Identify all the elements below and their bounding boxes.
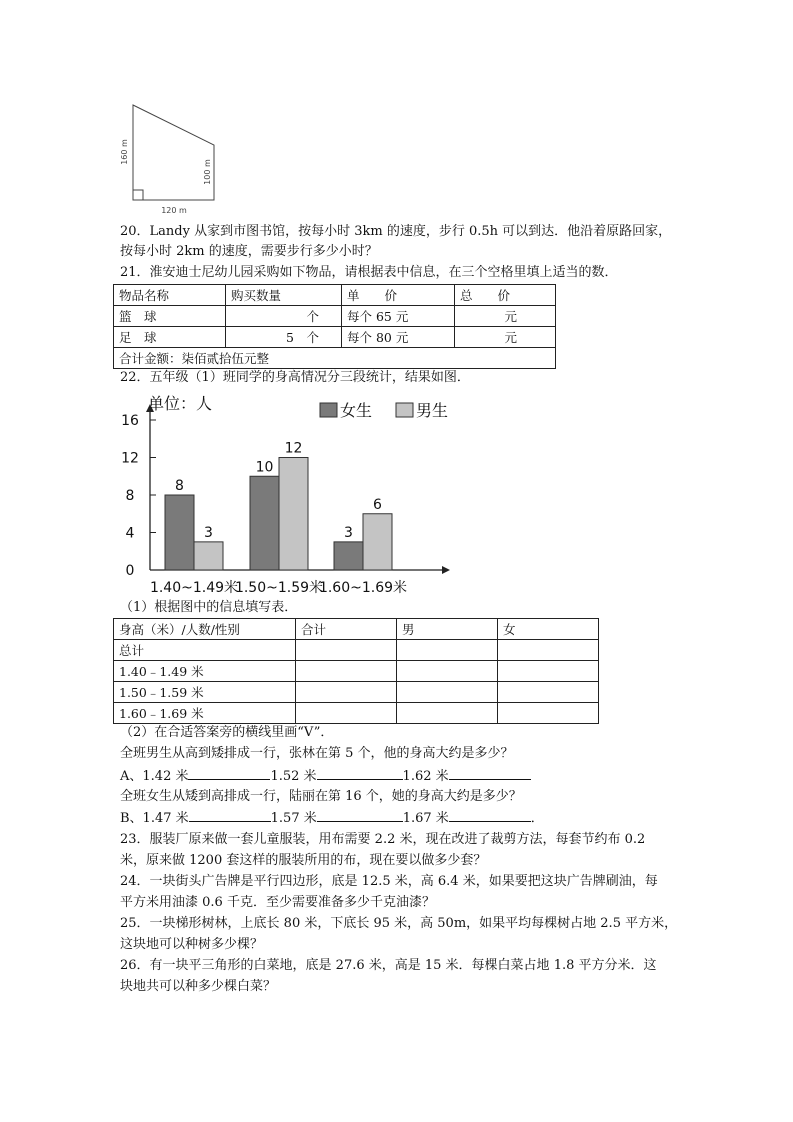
q21-cell: 每个 80 元 [342,327,455,348]
bar-value-label: 3 [344,524,353,541]
q20-line1: 20．Landy 从家到市图书馆，按每小时 3km 的速度，步行 0.5h 可以到达．他沿着原路回家， [120,224,672,239]
table-row [114,682,599,703]
q26-line2: 块地共可以种多少棵白菜？ [120,979,277,994]
answer-blank[interactable] [449,808,531,822]
q21-cell: 足 球 [114,327,226,348]
bar-value-label: 12 [284,440,303,457]
bar-0-1 [194,542,223,570]
bar-value-label: 10 [255,459,274,476]
y-tick-label: 0 [125,563,135,579]
q25-line2: 这块地可以种树多少棵？ [120,937,264,952]
bar-1-0 [250,476,279,570]
q21-cell: 元 [455,327,556,348]
x-category-label: 1.60~1.69米 [318,580,408,596]
q22-row-label: 总计 [114,640,296,661]
q26-line1: 26．有一块平三角形的白菜地，底是 27.6 米，高是 15 米．每棵白菜占地 1.8 平方分米．这 [120,958,657,973]
legend-swatch-0 [320,403,337,417]
table-row [114,640,599,661]
option-b-end: ． [530,811,544,826]
bar-0-0 [165,495,194,570]
answer-cell[interactable] [498,703,599,724]
q21-header-item: 物品名称 [114,285,226,306]
y-tick-label: 16 [121,413,139,429]
table-row [114,306,556,327]
q21-cell: 篮 球 [114,306,226,327]
answer-blank[interactable] [317,808,403,822]
x-category-label: 1.40~1.49米 [149,580,239,596]
figure-bottom-label: 120 m [161,206,187,215]
answer-blank[interactable] [317,766,403,780]
q21-cell: 个 [226,306,342,327]
q24-line1: 24．一块街头广告牌是平行四边形，底是 12.5 米，高 6.4 米，如果要把这块广告牌刷油，每 [120,874,658,889]
bar-value-label: 6 [373,496,382,513]
q22-header: 女 [498,619,599,640]
q22-header: 身高（米）/人数/性别 [114,619,296,640]
table-row [114,619,599,640]
q22-row-label: 1.60﹣1.69 米 [114,703,296,724]
q22-row-label: 1.50﹣1.59 米 [114,682,296,703]
bar-value-label: 3 [204,524,213,541]
bar-1-1 [279,458,308,571]
y-tick-label: 12 [121,450,139,467]
option-a2: 1.52 米 [270,769,317,784]
table-row [114,327,556,348]
answer-blank[interactable] [449,766,531,780]
answer-cell[interactable] [397,640,498,661]
q22-question-a: 全班男生从高到矮排成一行，张林在第 5 个，他的身高大约是多少？ [120,746,514,761]
answer-cell[interactable] [498,682,599,703]
figure-left-label: 160 m [120,139,129,165]
option-a3: 1.62 米 [402,769,449,784]
legend-label-1: 男生 [416,401,449,420]
q22-options-a [120,766,531,787]
q21-header-qty: 购买数量 [226,285,342,306]
q21-cell: 5 个 [226,327,342,348]
answer-cell[interactable] [397,682,498,703]
q21-header-total: 总 价 [455,285,556,306]
legend-swatch-1 [396,403,413,417]
answer-cell[interactable] [498,640,599,661]
q22-text: 22．五年级（1）班同学的身高情况分三段统计，结果如图． [120,370,470,385]
table-row [114,661,599,682]
option-b2: 1.57 米 [270,811,317,826]
answer-cell[interactable] [296,703,397,724]
answer-cell[interactable] [498,661,599,682]
x-category-label: 1.50~1.59米 [234,580,324,596]
q22-question-b: 全班女生从矮到高排成一行，陆丽在第 16 个，她的身高大约是多少？ [120,789,522,804]
legend-label-0: 女生 [340,401,373,420]
bar-2-0 [334,542,363,570]
q22-options-b [120,808,544,829]
option-a1: A、1.42 米 [120,769,189,784]
q25-line1: 25．一块梯形树林，上底长 80 米，下底长 95 米，高 50m，如果平均每棵树占地 2.5 平方米， [120,916,678,931]
q21-header-price: 单 价 [342,285,455,306]
q24-line2: 平方米用油漆 0.6 千克．至少需要准备多少千克油漆？ [120,895,435,910]
y-tick-label: 4 [125,525,135,542]
q21-text: 21．淮安迪士尼幼儿园采购如下物品，请根据表中信息，在三个空格里填上适当的数． [120,265,618,280]
answer-blank[interactable] [188,766,270,780]
table-row [114,348,556,369]
q21-total: 合计金额：柒佰贰拾伍元整 [114,348,556,369]
q22-row-label: 1.40﹣1.49 米 [114,661,296,682]
answer-cell[interactable] [397,661,498,682]
bar-2-1 [363,514,392,570]
chart-unit-title: 单位：人 [148,394,213,413]
height-bar-chart [108,388,453,600]
answer-cell[interactable] [296,640,397,661]
answer-cell[interactable] [397,703,498,724]
table-row [114,703,599,724]
option-b1: B、1.47 米 [120,811,189,826]
answer-cell[interactable] [296,661,397,682]
q22-sub1: （1）根据图中的信息填写表． [120,600,298,615]
q21-table [113,284,556,369]
q23-line2: 米，原来做 1200 套这样的服装所用的布，现在要以做多少套？ [120,853,487,868]
q23-line1: 23．服装厂原来做一套儿童服装，用布需要 2.2 米，现在改进了裁剪方法，每套节约布 0.2 [120,832,646,847]
x-axis-arrow [442,566,450,574]
q22-sub2: （2）在合适答案旁的横线里画“V”． [120,725,334,740]
answer-blank[interactable] [189,808,271,822]
bar-value-label: 8 [175,478,184,494]
q22-header: 合计 [296,619,397,640]
q22-table [113,618,599,724]
figure-right-label: 100 m [203,159,212,185]
y-tick-label: 8 [125,488,135,504]
q22-header: 男 [397,619,498,640]
answer-cell[interactable] [296,682,397,703]
q20-line2: 按每小时 2km 的速度，需要步行多少小时？ [120,244,378,259]
option-b3: 1.67 米 [402,811,449,826]
q21-cell: 每个 65 元 [342,306,455,327]
trapezoid-figure [118,100,223,218]
table-row [114,285,556,306]
q21-cell: 元 [455,306,556,327]
